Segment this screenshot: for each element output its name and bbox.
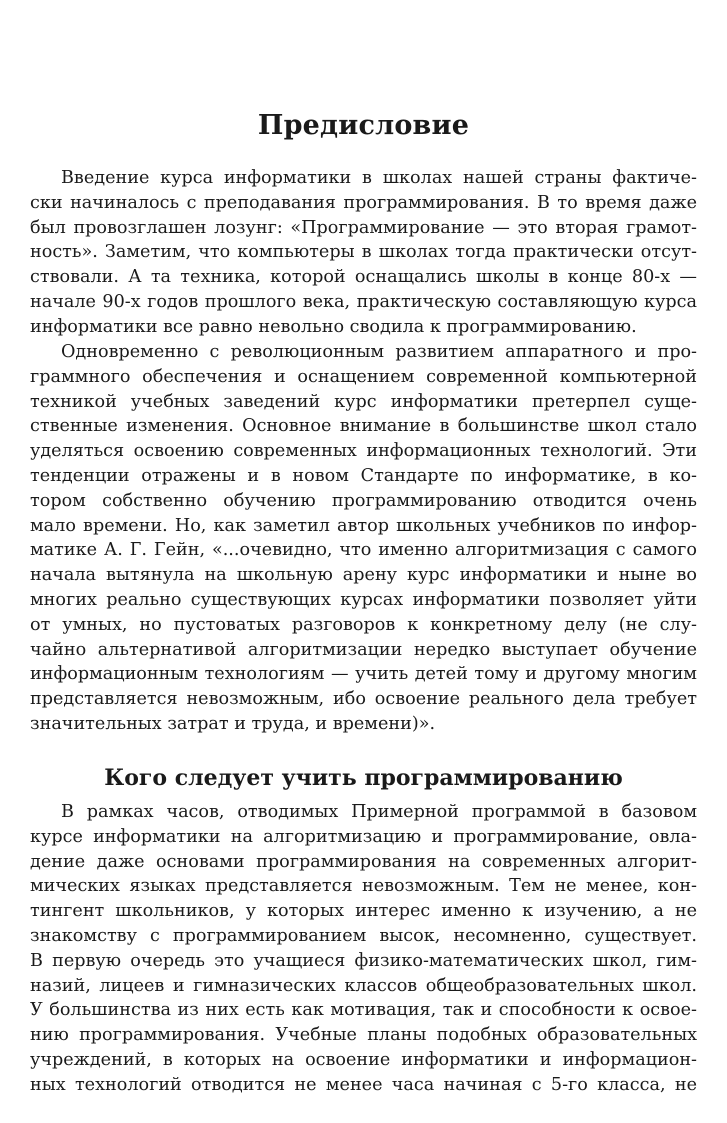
text-line: граммного обеспечения и оснащением современной компьютерной (30, 366, 697, 387)
text-line: курсе информатики на алгоритмизацию и программирование, овла- (30, 826, 697, 847)
text-line: учреждений, в которых на освоение информатики и информацион- (30, 1049, 697, 1070)
text-line: ски начиналось с преподавания программирования. В то время даже (30, 192, 697, 213)
text-line: техникой учебных заведений курс информатики претерпел суще- (30, 391, 697, 412)
text-line: ность». Заметим, что компьютеры в школах тогда практически отсут- (30, 242, 697, 263)
paragraph-development (30, 340, 697, 737)
text-line: мических языках представляется невозможным. Тем не менее, кон- (30, 876, 697, 897)
text-line: информатики все равно невольно сводила к программированию. (30, 316, 637, 337)
text-line: назий, лицеев и гимназических классов общеобразовательных школ. (30, 975, 697, 996)
text-line: информационным технологиям — учить детей тому и другому многим (30, 664, 697, 685)
text-line: ственные изменения. Основное внимание в большинстве школ стало (30, 416, 697, 437)
text-line: от умных, но пустоватых разговоров к конкретному делу (не слу- (30, 614, 697, 635)
text-line: знакомству с программированием высок, несомненно, существует. (30, 925, 697, 946)
text-line: значительных затрат и труда, и времени)». (30, 713, 436, 734)
text-line: Одновременно с революционным развитием аппаратного и про- (61, 342, 697, 362)
text-line: мало времени. Но, как заметил автор школьных учебников по инфор- (30, 515, 697, 536)
section-heading: Кого следует учить программированию (104, 765, 623, 791)
text-line: тором собственно обучению программированию отводится очень (30, 490, 697, 511)
text-line: многих реально существующих курсах информатики позволяет уйти (30, 589, 697, 610)
text-line: тенденции отражены и в новом Стандарте по информатике, в ко- (30, 465, 697, 486)
text-line: уделяться освоению современных информационных технологий. Эти (30, 441, 697, 462)
paragraph-who-to-teach (30, 800, 697, 1098)
text-line: тингент школьников, у которых интерес именно к изучению, а не (30, 901, 697, 922)
text-line: нию программирования. Учебные планы подобных образовательных (30, 1025, 697, 1046)
text-line: начале 90-х годов прошлого века, практическую составляющую курса (30, 291, 697, 312)
paragraph-intro (30, 166, 697, 340)
text-line: ствовали. А та техника, которой оснащались школы в конце 80-х — (30, 267, 697, 288)
text-line: ных технологий отводится не менее часа начиная с 5-го класса, не (30, 1074, 697, 1095)
text-line: представляется невозможным, ибо освоение реального дела требует (30, 689, 697, 710)
text-line: матике А. Г. Гейн, «...очевидно, что именно алгоритмизация с самого (30, 540, 697, 561)
text-line: В рамках часов, отводимых Примерной программой в базовом (61, 802, 697, 822)
page-title: Предисловие (257, 110, 470, 141)
text-line: дение даже основами программирования на современных алгорит- (30, 851, 697, 872)
text-line: чайно альтернативой алгоритмизации нередко выступает обучение (30, 639, 697, 660)
text-line: Введение курса информатики в школах нашей страны фактиче- (61, 168, 697, 188)
text-line: В первую очередь это учащиеся физико-математических школ, гим- (30, 950, 697, 971)
text-line: был провозглашен лозунг: «Программирование — это вторая грамот- (30, 217, 697, 238)
text-line: начала вытянула на школьную арену курс информатики и ныне во (30, 565, 697, 586)
text-line: У большинства из них есть как мотивация, так и способности к освое- (30, 1000, 697, 1021)
